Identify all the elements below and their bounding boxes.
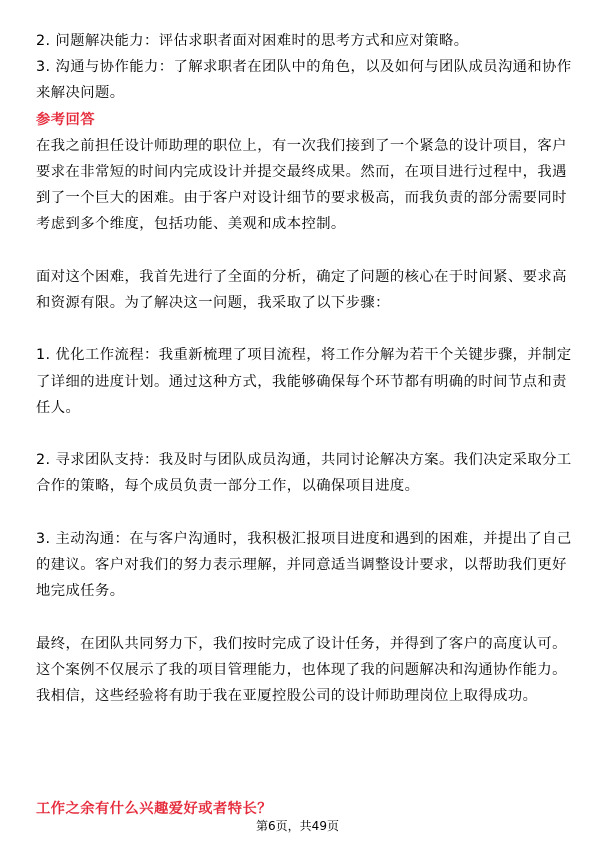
paragraph-line: 面对这个困难，我首先进行了全面的分析，确定了问题的核心在于时间紧、要求高 [36, 268, 567, 285]
paragraph-line: 我相信，这些经验将有助于我在亚厦控股公司的设计师助理岗位上取得成功。 [36, 688, 538, 704]
paragraph-line: 最终，在团队共同努力下，我们按时完成了设计任务，并得到了客户的高度认可。 [36, 635, 567, 652]
reference-answer-heading: 参考回答 [36, 111, 95, 128]
paragraph-line: 3. 主动沟通：在与客户沟通时，我积极汇报项目进度和遇到的困难，并提出了自己 [36, 530, 572, 547]
answer-step-2 [36, 447, 572, 499]
answer-step-1 [36, 342, 572, 421]
paragraph-line: 这个案例不仅展示了我的项目管理能力，也体现了我的问题解决和沟通协作能力。 [36, 661, 567, 678]
paragraph-line: 考虑到多个维度，包括功能、美观和成本控制。 [36, 216, 346, 233]
page-content [36, 28, 572, 709]
paragraph-line: 了详细的进度计划。通过这种方式，我能够确保每个环节都有明确的时间节点和责 [36, 373, 567, 390]
paragraph-gap [36, 421, 560, 447]
paragraph-line: 要求在非常短的时间内完成设计并提交最终成果。然而，在项目进行过程中，我遇 [36, 164, 567, 181]
paragraph-gap [36, 238, 560, 264]
answer-conclusion [36, 631, 567, 710]
next-question-heading: 工作之余有什么兴趣爱好或者特长？ [36, 801, 272, 817]
paragraph-line: 2. 寻求团队支持：我及时与团队成员沟通，共同讨论解决方案。我们决定采取分工 [36, 452, 572, 469]
paragraph-gap [36, 500, 560, 526]
criteria-item-2: 2. 问题解决能力：评估求职者面对困难时的思考方式和应对策略。 [36, 33, 469, 49]
paragraph-line: 在我之前担任设计师助理的职位上，有一次我们接到了一个紧急的设计项目，客户 [36, 137, 567, 154]
page-number: 第6页，共49页 [256, 819, 339, 833]
paragraph-line: 到了一个巨大的困难。由于客户对设计细节的要求极高，而我负责的部分需要同时 [36, 190, 567, 207]
paragraph-line: 合作的策略，每个成员负责一部分工作，以确保项目进度。 [36, 478, 420, 495]
paragraph-line: 1. 优化工作流程：我重新梳理了项目流程，将工作分解为若干个关键步骤，并制定 [36, 347, 572, 364]
paragraph-line: 和资源有限。为了解决这一问题，我采取了以下步骤： [36, 295, 390, 312]
answer-paragraph-1 [36, 133, 567, 238]
paragraph-line: 的建议。客户对我们的努力表示理解，并同意适当调整设计要求，以帮助我们更好 [36, 557, 567, 573]
paragraph-line: 任人。 [36, 399, 81, 416]
paragraph-gap [36, 604, 560, 630]
answer-paragraph-2 [36, 264, 567, 316]
criteria-item-3-line-2: 来解决问题。 [36, 85, 125, 102]
criteria-item-3-line-1: 3. 沟通与协作能力：了解求职者在团队中的角色，以及如何与团队成员沟通和协作 [36, 59, 572, 76]
paragraph-line: 地完成任务。 [36, 583, 125, 600]
answer-step-3 [36, 526, 572, 605]
paragraph-gap [36, 316, 560, 342]
